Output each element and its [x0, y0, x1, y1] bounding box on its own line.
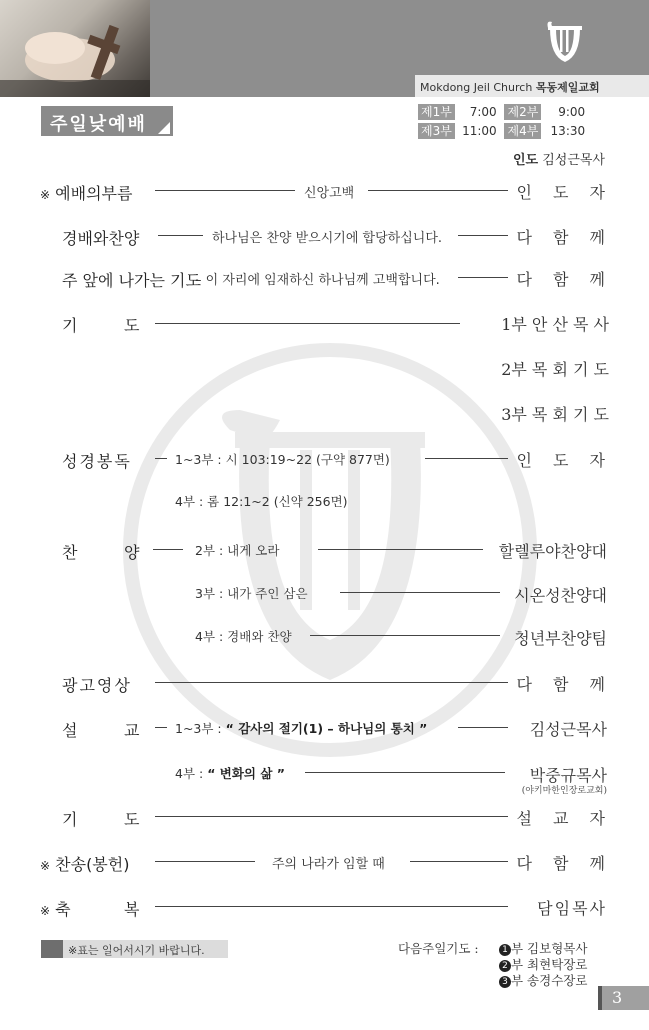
leader-line	[158, 235, 203, 236]
order-label: 찬	[62, 543, 78, 562]
order-responsible: 설 교 자	[516, 809, 613, 828]
title-corner-mark	[158, 122, 170, 134]
sermon-line	[175, 719, 427, 737]
order-center-text: 주의 나라가 임할 때	[272, 857, 385, 872]
order-responsible: 다 함 께	[516, 854, 613, 873]
number-badge: 3	[499, 976, 511, 988]
worship-leader	[513, 149, 605, 168]
service-tag: 제1부	[418, 104, 455, 120]
order-call-to-worship	[40, 181, 132, 204]
order-label: 주 앞에 나가는 기도	[62, 271, 201, 290]
leader-line	[155, 323, 460, 324]
schedule-row-1	[418, 104, 585, 120]
order-responsible: 다 함 께	[516, 228, 613, 247]
leader-line	[155, 906, 508, 907]
next-prayer-text: 부 김보형목사	[511, 941, 588, 956]
choir-group: 할렐루야찬양대	[498, 542, 607, 561]
number-badge: 1	[499, 944, 511, 956]
sermon-line	[175, 764, 285, 782]
order-responsible: 3부 목 회 기 도	[501, 405, 609, 424]
order-label: 축	[55, 900, 71, 919]
order-label: 광고영상	[62, 676, 132, 695]
choir-group: 청년부찬양팀	[514, 629, 607, 648]
leader-line	[458, 727, 508, 728]
leader-line	[410, 861, 508, 862]
order-label: 복	[124, 900, 140, 919]
church-name	[420, 79, 600, 95]
service-time: 11:00	[462, 124, 497, 138]
leader-line	[458, 277, 508, 278]
leader-label: 인도	[512, 153, 539, 168]
order-label: 예배의부름	[55, 184, 133, 203]
header-photo	[0, 0, 150, 97]
leader-line	[458, 235, 508, 236]
stand-mark: ※	[40, 859, 51, 873]
order-label: 경배와찬양	[62, 229, 140, 248]
preacher-church: (야키마한인장로교회)	[521, 786, 607, 796]
page-number: 3	[612, 988, 623, 1007]
leader-line	[155, 816, 508, 817]
order-label: 성경봉독	[62, 452, 132, 471]
order-responsible: 인 도 자	[516, 451, 613, 470]
order-label: 설	[62, 721, 78, 740]
page-number-tab	[598, 986, 649, 1010]
order-center-text: 하나님은 찬양 받으시기에 합당하십니다.	[212, 231, 443, 246]
next-prayer-item	[499, 971, 587, 989]
page-tab-edge	[598, 986, 602, 1010]
order-center-text: – 이 자리에 임재하신 하나님께 고백합니다.	[195, 273, 440, 288]
leader-line	[340, 592, 500, 593]
leader-line	[153, 549, 183, 550]
choir-song: 4부 : 경배와 찬양	[195, 629, 292, 644]
number-badge: 2	[499, 960, 511, 972]
next-prayer-label: 다음주일기도 :	[398, 941, 479, 956]
order-responsible: 2부 목 회 기 도	[501, 360, 609, 379]
church-name-ko: 목동제일교회	[535, 81, 600, 94]
leader-line	[310, 635, 500, 636]
service-time: 9:00	[558, 105, 586, 119]
order-benediction	[40, 897, 71, 920]
scripture-line: 4부 : 롬 12:1~2 (신약 256면)	[175, 494, 348, 509]
leader-line	[318, 549, 483, 550]
stand-mark: ※	[40, 188, 51, 202]
order-responsible: 다 함 께	[516, 675, 613, 694]
choir-song: 3부 : 내가 주인 삼은	[195, 586, 308, 601]
service-tag: 제2부	[504, 104, 541, 120]
choir-song: 2부 : 내게 오라	[195, 543, 280, 558]
preacher: 김성근목사	[529, 720, 607, 739]
order-label: 도	[124, 316, 140, 335]
order-center-text: 신앙고백	[304, 186, 355, 201]
service-time: 13:30	[550, 124, 586, 138]
church-name-en: Mokdong Jeil Church	[420, 81, 533, 94]
order-responsible: 1부 안 산 목 사	[501, 315, 609, 334]
notice-block	[41, 940, 63, 958]
leader-line	[155, 682, 508, 683]
order-label: 찬송(봉헌)	[55, 855, 130, 874]
sermon-title: “ 변화의 삶 ”	[207, 766, 285, 781]
choir-group: 시온성찬양대	[514, 586, 607, 605]
service-time: 7:00	[469, 105, 497, 119]
service-tag: 제4부	[504, 123, 541, 139]
order-responsible: 담임목사	[537, 899, 607, 918]
order-responsible: 인 도 자	[516, 183, 613, 202]
next-prayer-text: 부 최현탁장로	[511, 957, 588, 972]
leader-line	[155, 458, 167, 459]
stand-notice: ※표는 일어서시기 바랍니다.	[68, 944, 205, 957]
sermon-service: 4부 :	[175, 766, 208, 781]
sermon-title: “ 감사의 절기(1) – 하나님의 통치 ”	[225, 721, 428, 736]
leader-line	[305, 772, 505, 773]
order-label: 기	[62, 810, 78, 829]
order-label: 도	[124, 810, 140, 829]
leader-line	[155, 861, 255, 862]
praying-hands-image	[0, 0, 150, 97]
leader-line	[155, 727, 167, 728]
schedule-row-2	[418, 123, 585, 139]
next-prayer-text: 부 송경수장로	[511, 973, 588, 988]
leader-name: 김성근목사	[542, 153, 605, 168]
preacher: 박중규목사	[529, 766, 607, 785]
service-tag: 제3부	[418, 123, 455, 139]
order-offering	[40, 852, 129, 875]
order-label: 기	[62, 316, 78, 335]
order-responsible: 다 함 께	[516, 270, 613, 289]
leader-line	[368, 190, 508, 191]
page-title: 주일낮예배	[50, 114, 147, 135]
harp-watermark-icon	[120, 340, 540, 760]
stand-mark: ※	[40, 904, 51, 918]
leader-line	[155, 190, 295, 191]
sermon-service: 1~3부 :	[175, 721, 226, 736]
order-label: 교	[124, 721, 140, 740]
order-label: 양	[124, 543, 140, 562]
harp-icon	[540, 16, 590, 66]
leader-line	[425, 458, 508, 459]
scripture-line: 1~3부 : 시 103:19~22 (구약 877면)	[175, 452, 390, 467]
